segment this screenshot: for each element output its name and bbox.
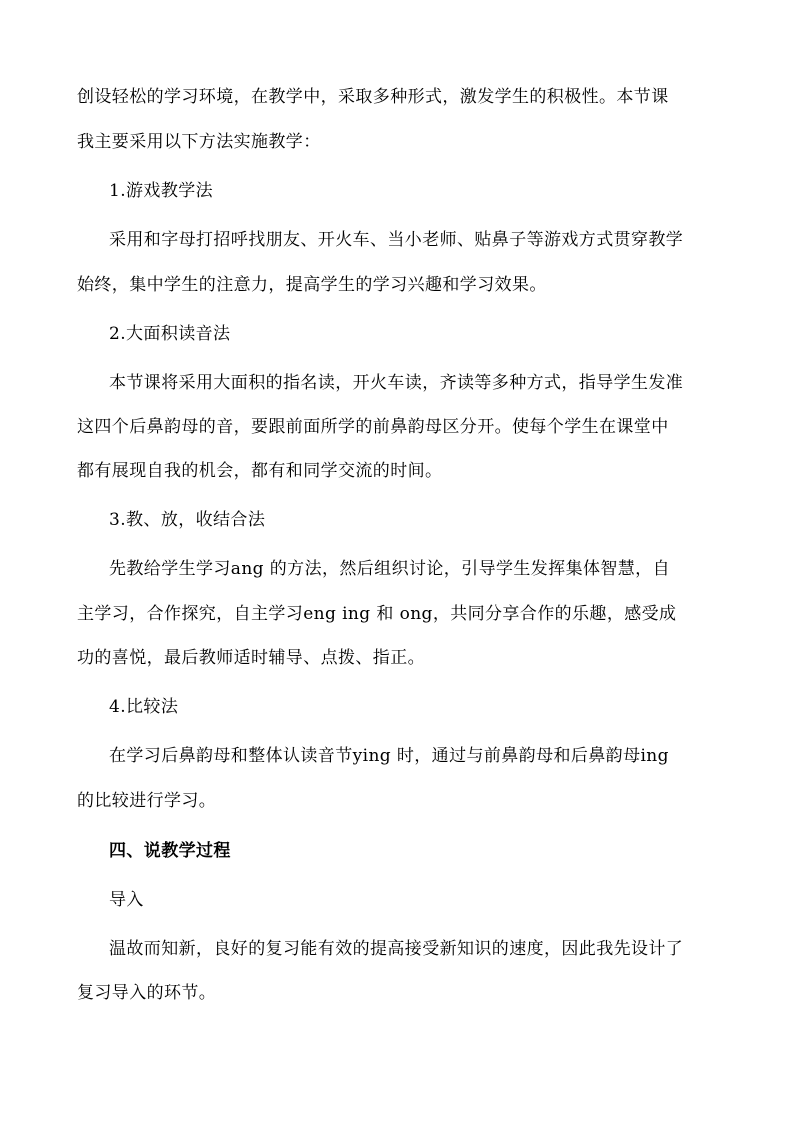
section-heading-introduction: 导入 xyxy=(109,890,144,910)
section-heading-teach-release-method: 3.教、放，收结合法 xyxy=(109,510,266,530)
paragraph-line: 温故而知新，良好的复习能有效的提高接受新知识的速度，因此我先设计了 xyxy=(109,939,684,959)
paragraph-line: 复习导入的环节。 xyxy=(77,983,217,1003)
section-heading-reading-method: 2.大面积读音法 xyxy=(109,324,231,344)
paragraph-line: 这四个后鼻韵母的音，要跟前面所学的前鼻韵母区分开。使每个学生在课堂中 xyxy=(77,417,669,437)
section-heading-comparison-method: 4.比较法 xyxy=(109,697,179,717)
paragraph-line: 始终，集中学生的注意力，提高学生的学习兴趣和学习效果。 xyxy=(77,275,547,295)
paragraph-line: 我主要采用以下方法实施教学： xyxy=(77,132,321,152)
section-heading-game-method: 1.游戏教学法 xyxy=(109,181,214,201)
paragraph-line: 在学习后鼻韵母和整体认读音节ying 时，通过与前鼻韵母和后鼻韵母ing xyxy=(109,746,669,766)
paragraph-line: 创设轻松的学习环境，在教学中，采取多种形式，激发学生的积极性。本节课 xyxy=(77,87,669,107)
paragraph-line: 主学习，合作探究，自主学习eng ing 和 ong，共同分享合作的乐趣，感受成 xyxy=(77,604,677,624)
paragraph-line: 先教给学生学习ang 的方法，然后组织讨论，引导学生发挥集体智慧，自 xyxy=(109,559,670,579)
paragraph-line: 本节课将采用大面积的指名读，开火车读，齐读等多种方式，指导学生发准 xyxy=(109,373,684,393)
paragraph-line: 都有展现自我的机会，都有和同学交流的时间。 xyxy=(77,461,443,481)
paragraph-line: 功的喜悦，最后教师适时辅导、点拨、指正。 xyxy=(77,648,425,668)
paragraph-line: 采用和字母打招呼找朋友、开火车、当小老师、贴鼻子等游戏方式贯穿教学 xyxy=(109,230,684,250)
paragraph-line: 的比较进行学习。 xyxy=(77,791,217,811)
chapter-heading-teaching-process: 四、说教学过程 xyxy=(109,841,231,861)
